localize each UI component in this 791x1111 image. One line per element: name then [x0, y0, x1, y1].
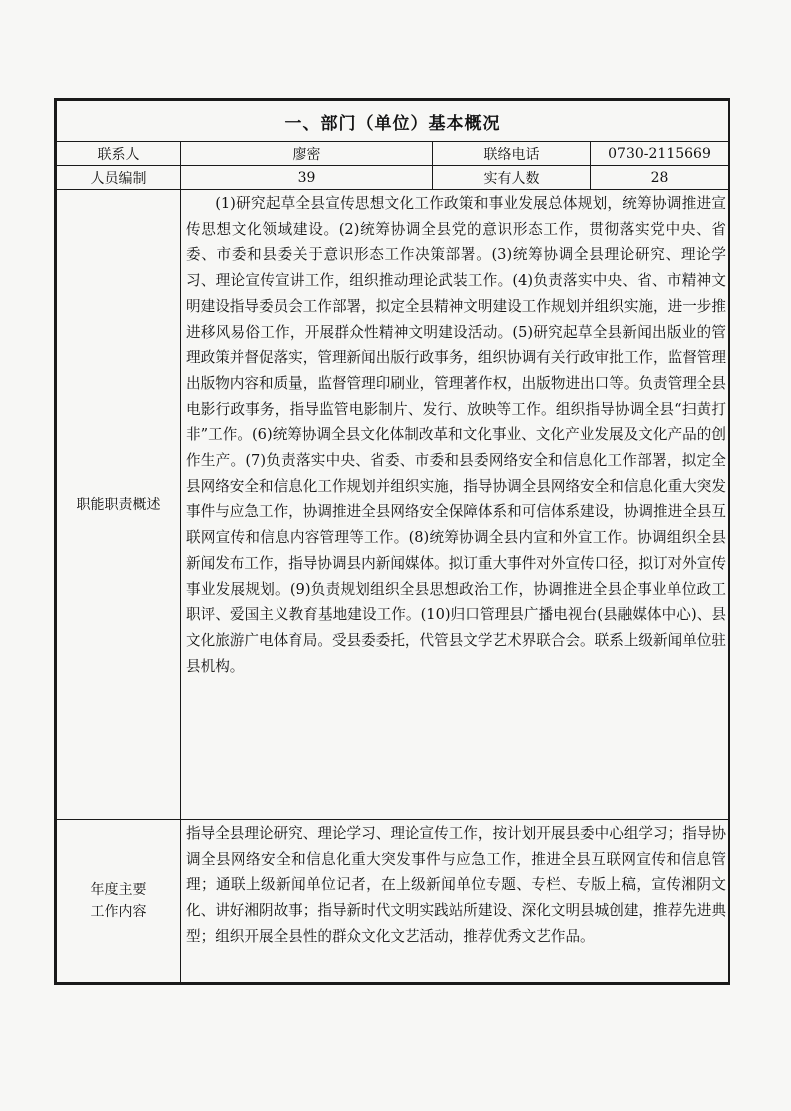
annual-label-line1: 年度主要	[90, 882, 147, 898]
basic-info-table	[54, 98, 730, 985]
contact-value: 廖密	[181, 142, 433, 166]
staff-value: 39	[181, 166, 433, 190]
phone-value: 0730-2115669	[591, 142, 729, 166]
actual-staff-label: 实有人数	[433, 166, 591, 190]
contact-label: 联系人	[57, 142, 181, 166]
staff-label: 人员编制	[57, 166, 181, 190]
phone-label: 联络电话	[433, 142, 591, 166]
actual-staff-value: 28	[591, 166, 729, 190]
annual-label	[57, 820, 181, 983]
annual-text: 指导全县理论研究、理论学习、理论宣传工作，按计划开展县委中心组学习；指导协调全县网络安全和信息化重大突发事件与应急工作，推进全县互联网宣传和信息管理；通联上级新闻单位记者，在上级新闻单位专题、专栏、专版上稿，宣传湘阴文化、讲好湘阴故事；指导新时代文明实践站所建设、深化文明县城创建，推荐先进典型；组织开展全县性的群众文化文艺活动，推荐优秀文艺作品。	[181, 820, 729, 983]
section-title: 一、部门（单位）基本概况	[57, 101, 729, 142]
duties-label: 职能职责概述	[57, 190, 181, 820]
duties-text: (1)研究起草全县宣传思想文化工作政策和事业发展总体规划，统筹协调推进宣传思想文化领域建设。(2)统筹协调全县党的意识形态工作，贯彻落实党中央、省委、市委和县委关于意识形态工作决策部署。(3)统筹协调全县理论研究、理论学习、理论宣传宣讲工作，组织推动理论武装工作。(4)负责落实中央、省、市精神文明建设指导委员会工作部署，拟定全县精神文明建设工作规划并组织实施，进一步推进移风易俗工作，开展群众性精神文明建设活动。(5)研究起草全县新闻出版业的管理政策并督促落实，管理新闻出版行政事务，组织协调有关行政审批工作，监督管理出版物内容和质量，监督管理印刷业，管理著作权，出版物进出口等。负责管理全县电影行政事务，指导监管电影制片、发行、放映等工作。组织指导协调全县“扫黄打非”工作。(6)统筹协调全县文化体制改革和文化事业、文化产业发展及文化产品的创作生产。(7)负责落实中央、省委、市委和县委网络安全和信息化工作部署，拟定全县网络安全和信息化工作规划并组织实施，指导协调全县网络安全和信息化重大突发事件与应急工作，协调推进全县网络安全保障体系和可信体系建设，协调推进全县互联网宣传和信息内容管理等工作。(8)统筹协调全县内宣和外宣工作。协调组织全县新闻发布工作，指导协调县内新闻媒体。拟订重大事件对外宣传口径，拟订对外宣传事业发展规划。(9)负责规划组织全县思想政治工作，协调推进全县企事业单位政工职评、爱国主义教育基地建设工作。(10)归口管理县广播电视台(县融媒体中心)、县文化旅游广电体育局。受县委委托，代管县文学艺术界联合会。联系上级新闻单位驻县机构。	[181, 190, 729, 820]
annual-label-line2: 工作内容	[90, 904, 147, 920]
